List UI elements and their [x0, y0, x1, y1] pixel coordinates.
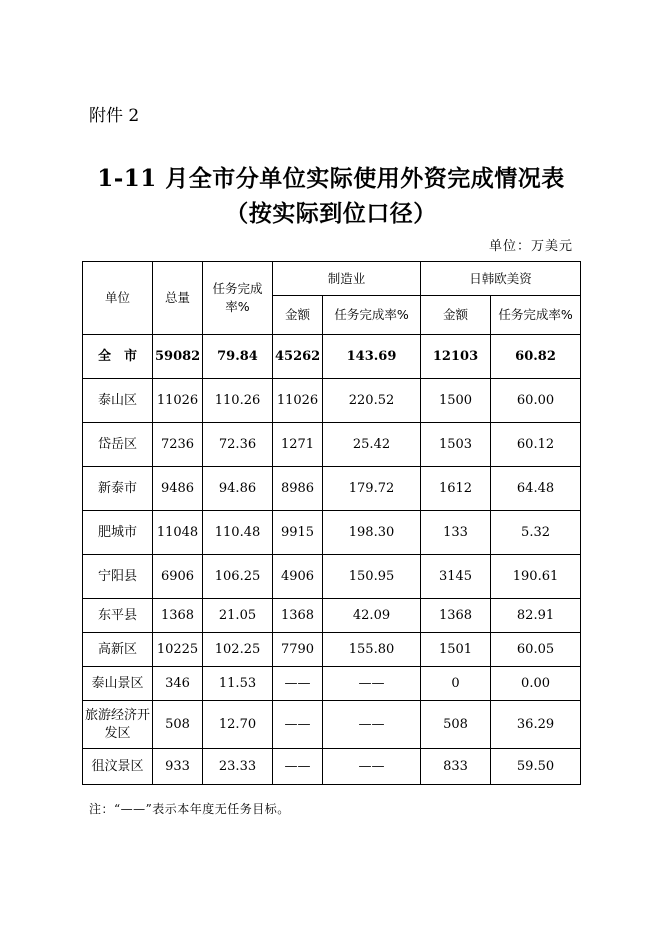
- header-task-rate: 任务完成率%: [203, 262, 273, 335]
- cell-rate: 21.05: [203, 599, 273, 633]
- cell-mfg-amount: ——: [273, 701, 323, 749]
- cell-mfg-rate: 220.52: [323, 379, 421, 423]
- table-row: [83, 701, 581, 749]
- cell-rate: 102.25: [203, 633, 273, 667]
- cell-mfg-amount: 11026: [273, 379, 323, 423]
- cell-rate: 23.33: [203, 749, 273, 785]
- cell-name: 新泰市: [83, 467, 153, 511]
- cell-name: 高新区: [83, 633, 153, 667]
- table-row: [83, 667, 581, 701]
- cell-mfg-rate: ——: [323, 667, 421, 701]
- cell-jk-rate: 60.05: [491, 633, 581, 667]
- cell-mfg-rate: 25.42: [323, 423, 421, 467]
- cell-rate: 12.70: [203, 701, 273, 749]
- cell-total: 9486: [153, 467, 203, 511]
- cell-jk-rate: 59.50: [491, 749, 581, 785]
- cell-jk-rate: 36.29: [491, 701, 581, 749]
- cell-jk-rate: 60.12: [491, 423, 581, 467]
- cell-jk-amount: 1501: [421, 633, 491, 667]
- cell-total: 1368: [153, 599, 203, 633]
- cell-name: 泰山景区: [83, 667, 153, 701]
- cell-jk-amount: 1368: [421, 599, 491, 633]
- cell-jk-rate: 82.91: [491, 599, 581, 633]
- cell-name: 旅游经济开发区: [83, 701, 153, 749]
- footnote: 注：“——”表示本年度无任务目标。: [89, 802, 290, 816]
- table-row: [83, 467, 581, 511]
- cell-mfg-rate: 198.30: [323, 511, 421, 555]
- table-row: [83, 633, 581, 667]
- attachment-label: 附件 2: [89, 106, 140, 126]
- cell-rate: 110.48: [203, 511, 273, 555]
- report-table: [82, 261, 581, 785]
- cell-total: 59082: [153, 335, 203, 379]
- header-mfg-amount: 金额: [273, 296, 323, 335]
- cell-mfg-amount: 1368: [273, 599, 323, 633]
- cell-jk-amount: 1612: [421, 467, 491, 511]
- header-jkeu: 日韩欧美资: [421, 262, 581, 296]
- cell-mfg-amount: ——: [273, 667, 323, 701]
- cell-jk-amount: 0: [421, 667, 491, 701]
- cell-total: 7236: [153, 423, 203, 467]
- cell-mfg-rate: ——: [323, 701, 421, 749]
- cell-jk-rate: 5.32: [491, 511, 581, 555]
- header-jk-amount: 金额: [421, 296, 491, 335]
- cell-mfg-amount: 4906: [273, 555, 323, 599]
- cell-jk-rate: 60.82: [491, 335, 581, 379]
- cell-name: 徂汶景区: [83, 749, 153, 785]
- cell-total: 11048: [153, 511, 203, 555]
- cell-mfg-rate: 42.09: [323, 599, 421, 633]
- cell-rate: 106.25: [203, 555, 273, 599]
- cell-jk-amount: 508: [421, 701, 491, 749]
- cell-name: 全 市: [83, 335, 153, 379]
- cell-mfg-amount: 1271: [273, 423, 323, 467]
- unit-label: 单位：万美元: [488, 239, 573, 254]
- cell-mfg-amount: 45262: [273, 335, 323, 379]
- cell-mfg-rate: 150.95: [323, 555, 421, 599]
- cell-rate: 72.36: [203, 423, 273, 467]
- cell-name: 肥城市: [83, 511, 153, 555]
- table-row: [83, 555, 581, 599]
- cell-jk-rate: 190.61: [491, 555, 581, 599]
- cell-total: 508: [153, 701, 203, 749]
- cell-jk-amount: 1500: [421, 379, 491, 423]
- cell-name: 宁阳县: [83, 555, 153, 599]
- cell-jk-rate: 64.48: [491, 467, 581, 511]
- cell-rate: 110.26: [203, 379, 273, 423]
- header-unit: 单位: [83, 262, 153, 335]
- cell-jk-amount: 1503: [421, 423, 491, 467]
- cell-mfg-rate: 155.80: [323, 633, 421, 667]
- cell-mfg-amount: 7790: [273, 633, 323, 667]
- table-row: [83, 599, 581, 633]
- cell-rate: 94.86: [203, 467, 273, 511]
- table-row: [83, 379, 581, 423]
- cell-total: 6906: [153, 555, 203, 599]
- cell-total: 346: [153, 667, 203, 701]
- cell-jk-rate: 60.00: [491, 379, 581, 423]
- cell-jk-amount: 3145: [421, 555, 491, 599]
- cell-jk-amount: 833: [421, 749, 491, 785]
- cell-mfg-rate: 179.72: [323, 467, 421, 511]
- table-row: [83, 749, 581, 785]
- page-subtitle: （按实际到位口径）: [225, 200, 437, 227]
- header-manufacturing: 制造业: [273, 262, 421, 296]
- cell-jk-amount: 12103: [421, 335, 491, 379]
- cell-total: 11026: [153, 379, 203, 423]
- page-title: 1-11 月全市分单位实际使用外资完成情况表: [97, 165, 565, 192]
- cell-mfg-amount: 9915: [273, 511, 323, 555]
- cell-mfg-amount: ——: [273, 749, 323, 785]
- cell-rate: 79.84: [203, 335, 273, 379]
- cell-jk-amount: 133: [421, 511, 491, 555]
- table-row: [83, 423, 581, 467]
- cell-mfg-amount: 8986: [273, 467, 323, 511]
- cell-name: 岱岳区: [83, 423, 153, 467]
- table-row: [83, 511, 581, 555]
- cell-total: 10225: [153, 633, 203, 667]
- cell-name: 泰山区: [83, 379, 153, 423]
- cell-rate: 11.53: [203, 667, 273, 701]
- header-total: 总量: [153, 262, 203, 335]
- table-row-total: [83, 335, 581, 379]
- cell-jk-rate: 0.00: [491, 667, 581, 701]
- cell-name: 东平县: [83, 599, 153, 633]
- cell-mfg-rate: 143.69: [323, 335, 421, 379]
- header-jk-rate: 任务完成率%: [491, 296, 581, 335]
- header-mfg-rate: 任务完成率%: [323, 296, 421, 335]
- cell-mfg-rate: ——: [323, 749, 421, 785]
- cell-total: 933: [153, 749, 203, 785]
